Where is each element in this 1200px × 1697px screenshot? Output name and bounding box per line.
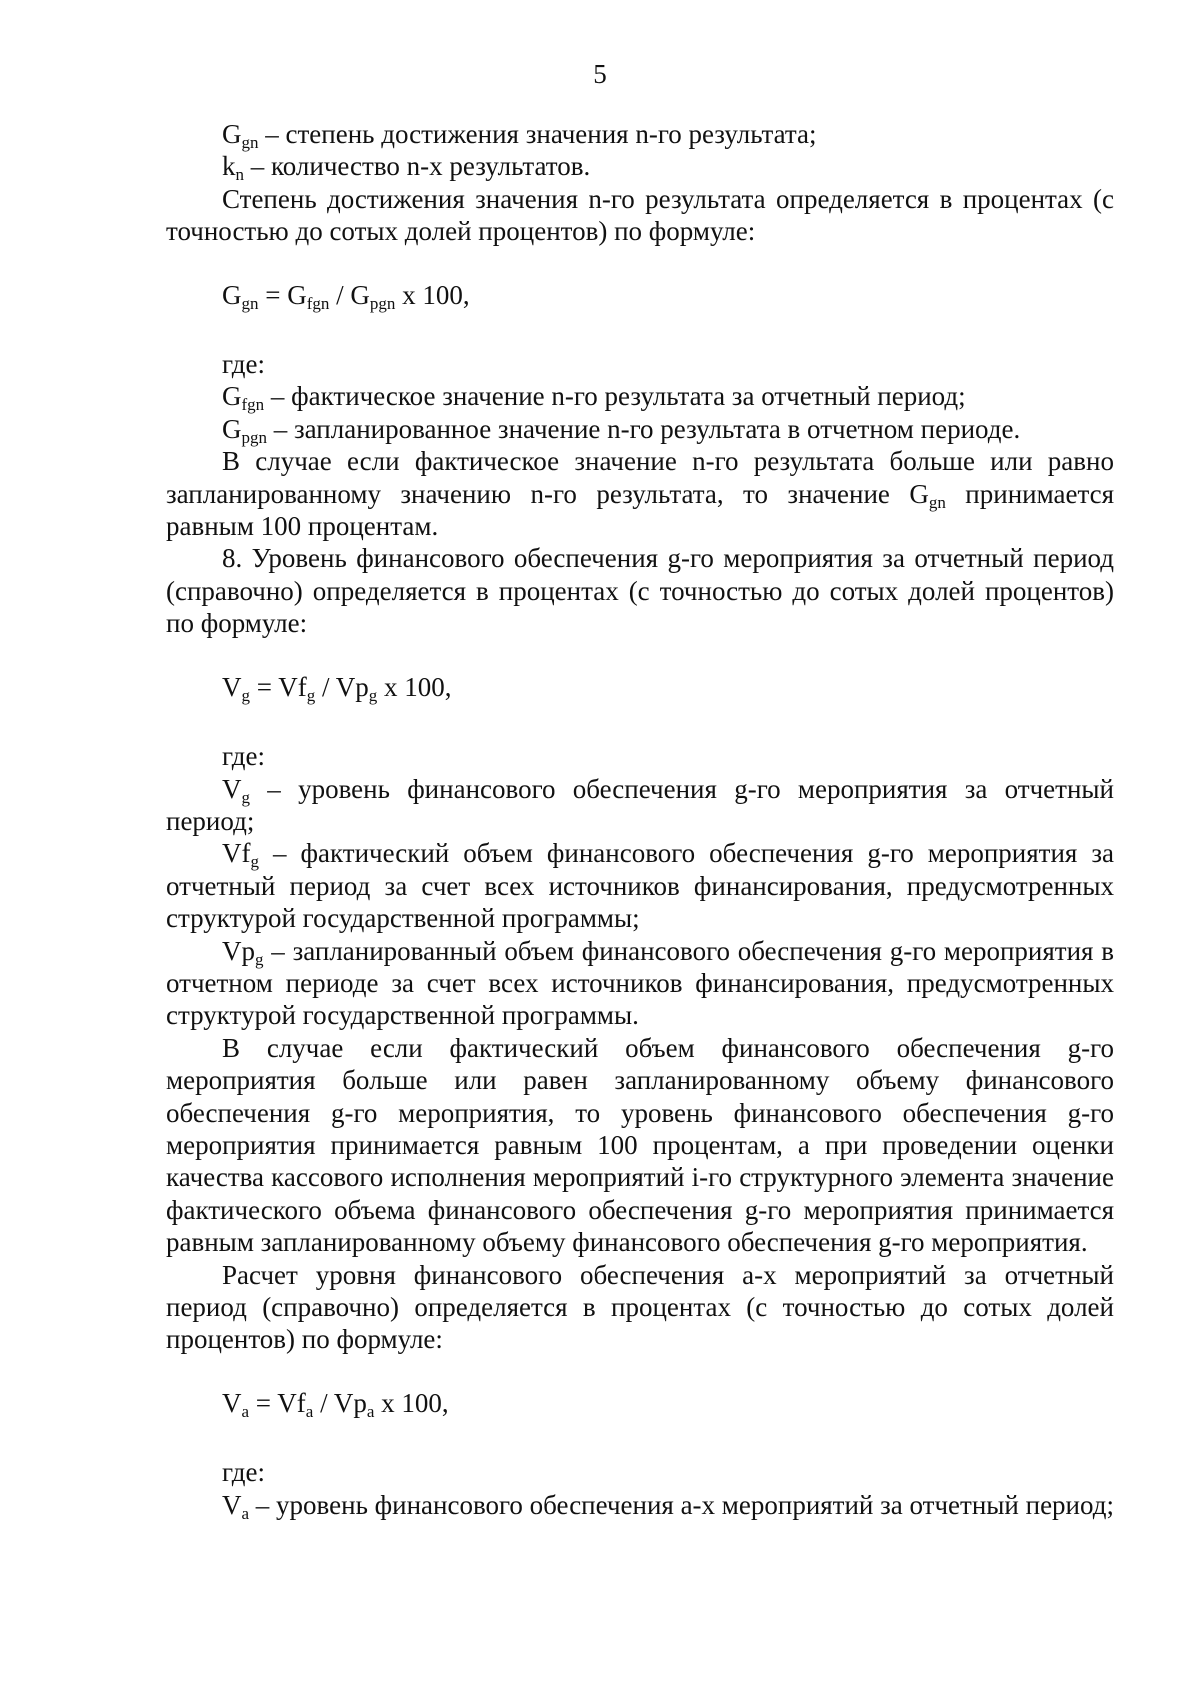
where-label: где: <box>222 349 265 380</box>
definition-va: $V_a$ – уровень финансового обеспечения а-х мероприятий за отчетный период; <box>222 1489 1114 1523</box>
paragraph-case-financing-exceeds-plan: В случае если фактический объем финансового обеспечения g-го мероприятия больше или равен запланированному объему финансового обеспечения g-го мероприятия, то уровень финансового обеспечения g-го мероприятия принимается равным 100 процентам, а при проведении оценки качества кассового исполнения мероприятий i-го структурного элемента значение фактического объема финансового обеспечения g-го мероприятия принимается равным запланированному объему финансового обеспечения g-го мероприятия. <box>166 1032 1114 1258</box>
where-label: где: <box>222 1457 265 1488</box>
document-body <box>166 118 1114 1521</box>
definition-vpg: $Vp_g$ – запланированный объем финансового обеспечения g-го мероприятия в отчетном периоде за счет всех источников финансирования, предусмотренных структурой государственной программы. <box>166 935 1114 1031</box>
paragraph-item-8: 8. Уровень финансового обеспечения g-го мероприятия за отчетный период (справочно) определяется в процентах (с точностью до сотых долей процентов) по формуле: <box>166 543 1114 639</box>
paragraph-case-result-exceeds-plan: В случае если фактическое значение n-го результата больше или равно запланированному значению n-го результата, то значение $G_{gn}$ принимается равным 100 процентам. <box>166 446 1115 542</box>
definition-vfg: $Vf_g$ – фактический объем финансового обеспечения g-го мероприятия за отчетный период за счет всех источников финансирования, предусмотренных структурой государственной программы; <box>166 838 1114 934</box>
where-label: где: <box>222 741 265 772</box>
formula-va: $V_a = Vf_a / Vp_a$ x 100, <box>222 1387 449 1421</box>
paragraph-degree-of-achievement: Степень достижения значения n-го результата определяется в процентах (с точностью до сотых долей процентов) по формуле: <box>166 183 1114 247</box>
definition-kn: $k_n$ – количество n-х результатов. <box>222 151 591 185</box>
definition-gpgn: $G_{pgn}$ – запланированное значение n-го результата в отчетном периоде. <box>222 413 1021 447</box>
definition-ggn: $G_{gn}$ – степень достижения значения n-го результата; <box>222 119 817 152</box>
formula-vg: $V_g = Vf_g / Vp_g$ x 100, <box>222 671 452 705</box>
definition-vg: $V_g$ – уровень финансового обеспечения g-го мероприятия за отчетный период; <box>166 773 1114 836</box>
page-number: 5 <box>593 59 607 89</box>
formula-ggn: $G_{gn} = G_{fgn} / G_{pgn}$ x 100, <box>222 279 470 313</box>
definition-gfgn: $G_{fgn}$ – фактическое значение n-го результата за отчетный период; <box>222 381 966 415</box>
paragraph-calculation-a-measures: Расчет уровня финансового обеспечения а-х мероприятий за отчетный период (справочно) определяется в процентах (с точностью до сотых долей процентов) по формуле: <box>166 1259 1114 1355</box>
